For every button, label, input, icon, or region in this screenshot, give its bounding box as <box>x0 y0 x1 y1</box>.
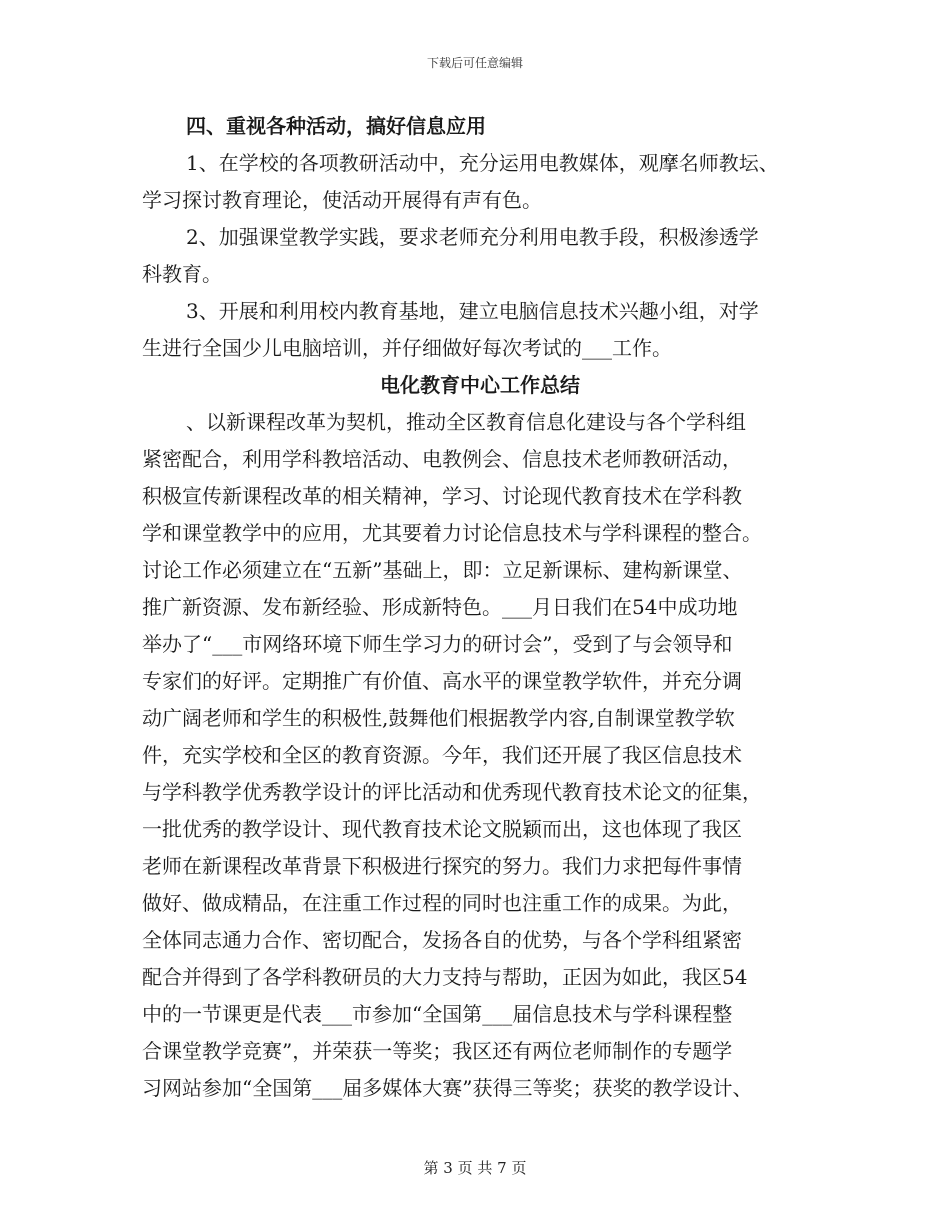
page-footer: 第 3 页 共 7 页 <box>423 1159 527 1177</box>
body-paragraph-line: 、以新课程改革为契机，推动全区教育信息化建设与各个学科组 <box>186 410 746 434</box>
body-paragraph-line: 与学科教学优秀教学设计的评比活动和优秀现代教育技术论文的征集， <box>142 780 762 804</box>
body-paragraph-line: 积极宣传新课程改革的相关精神，学习、讨论现代教育技术在学科教 <box>142 484 742 508</box>
body-paragraph-line: 件，充实学校和全区的教育资源。今年，我们还开展了我区信息技术 <box>142 743 742 767</box>
body-paragraph-line: 中的一节课更是代表___市参加“全国第___届信息技术与学科课程整 <box>142 1002 733 1026</box>
body-paragraph-line: 专家们的好评。定期推广有价值、高水平的课堂教学软件，并充分调 <box>142 669 742 693</box>
section-paragraph-line: 3、开展和利用校内教育基地，建立电脑信息技术兴趣小组，对学 <box>186 299 759 323</box>
section-paragraph-line: 1、在学校的各项教研活动中，充分运用电教媒体，观摩名师教坛、 <box>186 151 779 175</box>
body-paragraph-line: 做好、做成精品，在注重工作过程的同时也注重工作的成果。为此， <box>142 891 742 915</box>
section-paragraph-line: 2、加强课堂教学实践，要求老师充分利用电教手段，积极渗透学 <box>186 225 759 249</box>
body-paragraph-line: 老师在新课程改革背景下积极进行探究的努力。我们力求把每件事情 <box>142 854 742 878</box>
body-paragraph-line: 配合并得到了各学科教研员的大力支持与帮助，正因为如此，我区54 <box>142 965 748 989</box>
body-paragraph-line: 动广阔老师和学生的积极性,鼓舞他们根据教学内容,自制课堂教学软 <box>142 706 735 730</box>
body-paragraph-line: 学和课堂教学中的应用，尤其要着力讨论信息技术与学科课程的整合。 <box>142 521 762 545</box>
section-paragraph-line: 学习探讨教育理论，使活动开展得有声有色。 <box>142 188 542 212</box>
document-body <box>142 108 818 1107</box>
page-header: 下载后可任意编辑 <box>426 56 523 70</box>
body-paragraph-line: 举办了“___市网络环境下师生学习力的研讨会”，受到了与会领导和 <box>142 632 733 656</box>
body-paragraph-line: 一批优秀的教学设计、现代教育技术论文脱颖而出，这也体现了我区 <box>142 817 742 841</box>
section-paragraph-line: 生进行全国少儿电脑培训，并仔细做好每次考试的___工作。 <box>142 336 672 360</box>
body-paragraph-line: 紧密配合，利用学科教培活动、电教例会、信息技术老师教研活动， <box>142 447 742 471</box>
body-paragraph-line: 合课堂教学竞赛”，并荣获一等奖；我区还有两位老师制作的专题学 <box>142 1039 733 1063</box>
document-title: 电化教育中心工作总结 <box>380 373 580 397</box>
body-paragraph-line: 全体同志通力合作、密切配合，发扬各自的优势，与各个学科组紧密 <box>142 928 742 952</box>
body-paragraph-line: 习网站参加“全国第___届多媒体大赛”获得三等奖；获奖的教学设计、 <box>142 1076 753 1100</box>
body-paragraph-line: 推广新资源、发布新经验、形成新特色。___月日我们在54中成功地 <box>142 595 738 619</box>
section-heading: 四、重视各种活动，搞好信息应用 <box>186 114 486 138</box>
section-paragraph-line: 科教育。 <box>142 262 222 286</box>
body-paragraph-line: 讨论工作必须建立在“五新”基础上，即：立足新课标、建构新课堂、 <box>142 558 743 582</box>
